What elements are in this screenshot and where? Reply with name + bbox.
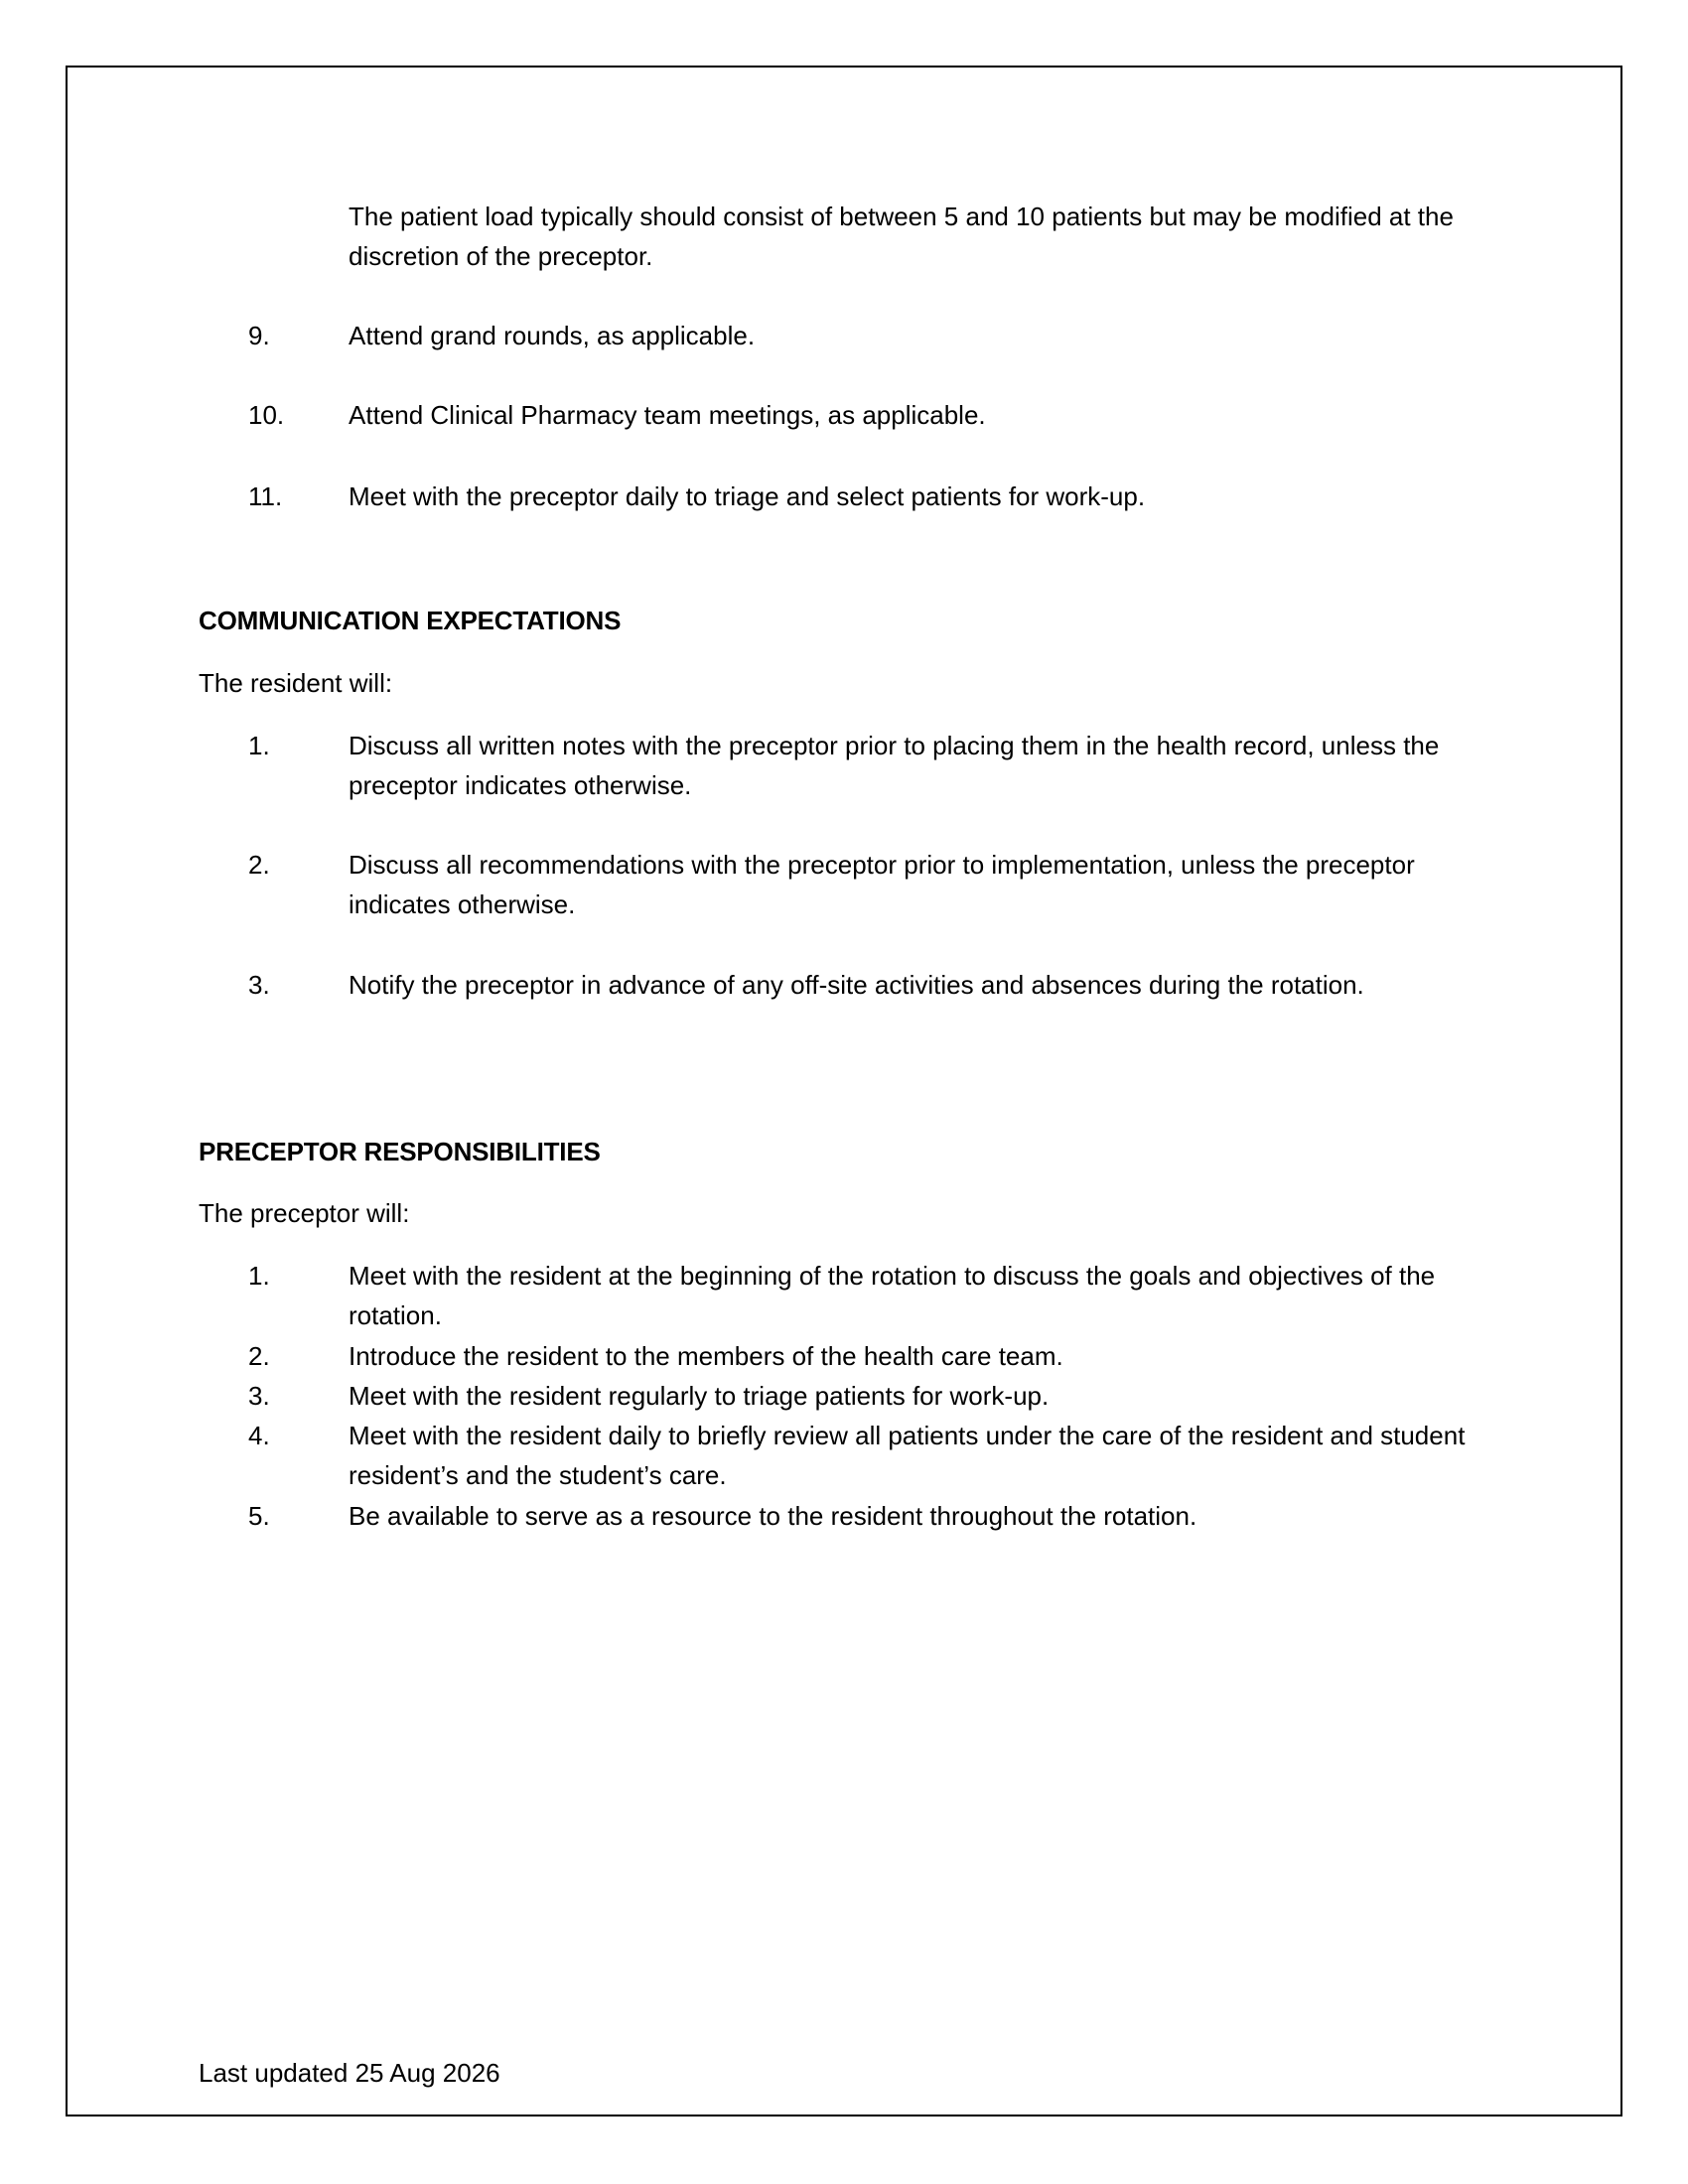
list-item-number: 5. xyxy=(248,1501,270,1531)
list-item-text: Discuss all recommendations with the preceptor prior to implementation, unless the preceptor indicates otherwise. xyxy=(349,850,1415,919)
list-item-number: 11. xyxy=(248,481,283,511)
list-item-text: Meet with the resident at the beginning of the rotation to discuss the goals and objectives of the rotation. xyxy=(349,1261,1436,1330)
list-item-text: Attend Clinical Pharmacy team meetings, as applicable. xyxy=(349,400,986,430)
list-item-text: Notify the preceptor in advance of any off-site activities and absences during the rotation. xyxy=(349,970,1364,1000)
list-item-number: 3. xyxy=(248,970,270,1000)
list-item-number: 1. xyxy=(248,731,270,760)
continuation-paragraph: The patient load typically should consist of between 5 and 10 patients but may be modified at the discretion of the preceptor. xyxy=(349,202,1454,271)
preceptor-intro: The preceptor will: xyxy=(199,1198,410,1228)
list-item-text: Meet with the preceptor daily to triage and select patients for work-up. xyxy=(349,481,1146,511)
communication-heading: COMMUNICATION EXPECTATIONS xyxy=(199,606,622,635)
list-item-number: 2. xyxy=(248,850,270,880)
list-item-text: Introduce the resident to the members of the health care team. xyxy=(349,1341,1063,1371)
list-item-text: Meet with the resident regularly to triage patients for work-up. xyxy=(349,1381,1050,1411)
list-item-text: Meet with the resident daily to briefly review all patients under the care of the resident and student resident’s and the student’s care. xyxy=(349,1421,1466,1490)
communication-intro: The resident will: xyxy=(199,668,393,698)
list-item-text: Discuss all written notes with the preceptor prior to placing them in the health record, unless the preceptor indicates otherwise. xyxy=(349,731,1440,800)
list-item-number: 1. xyxy=(248,1261,270,1291)
list-item-text: Attend grand rounds, as applicable. xyxy=(349,321,756,350)
list-item-number: 10. xyxy=(248,400,285,430)
list-item-number: 2. xyxy=(248,1341,270,1371)
preceptor-heading: PRECEPTOR RESPONSIBILITIES xyxy=(199,1137,601,1166)
last-updated-footer: Last updated 25 Aug 2026 xyxy=(199,2058,500,2088)
list-item-text: Be available to serve as a resource to the resident throughout the rotation. xyxy=(349,1501,1197,1531)
list-item-number: 3. xyxy=(248,1381,270,1411)
list-item-number: 4. xyxy=(248,1421,270,1450)
list-item-number: 9. xyxy=(248,321,270,350)
page-border xyxy=(66,66,1622,2116)
